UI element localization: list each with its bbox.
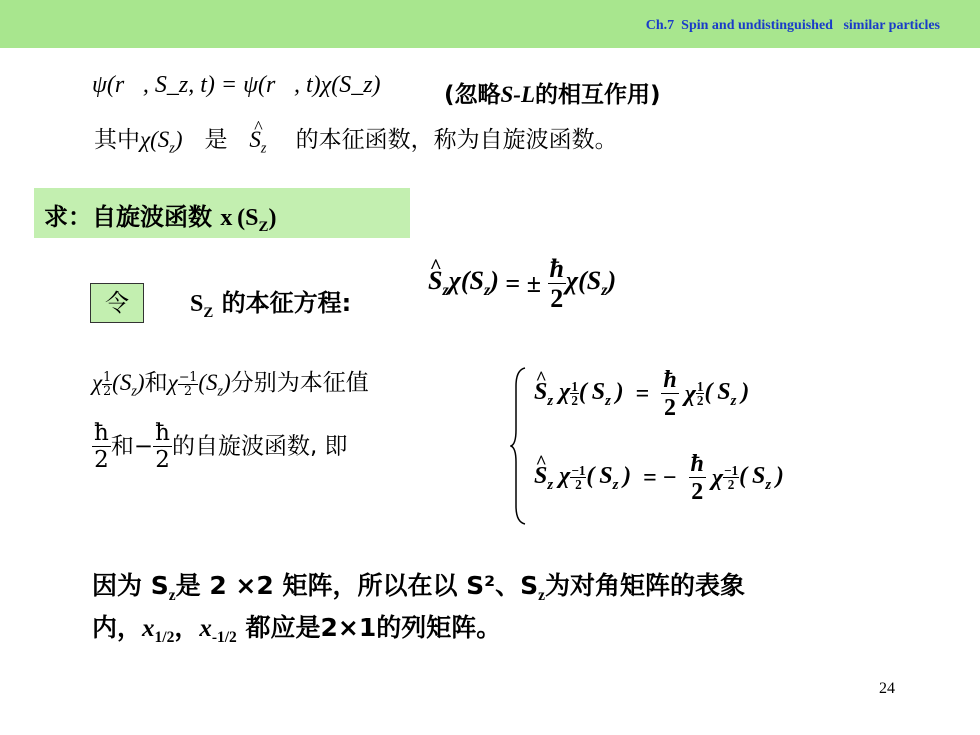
concl-d: 内， (92, 613, 143, 642)
sz-operator-symbol: ^ $S_z$ (249, 127, 266, 158)
chi-sz-symbol: $\chi(S_z)$ (140, 127, 183, 157)
wavefunction-equation (92, 70, 381, 99)
seek-label: 求：自旋波函数 (44, 203, 212, 231)
seek-heading: 求：自旋波函数 x $(S_Z)$ (44, 203, 277, 235)
let-box: 令 (90, 283, 144, 323)
concl-s2: -1/2 (211, 629, 237, 646)
concl-x1: x (142, 615, 155, 642)
note-close: 的相互作用) (535, 82, 661, 108)
system-equation-2: ^ $S_z$ χ $\frac{-1}{2}$ ( $S_z$ ) = − $\frac{ħ}{2}$ χ $\frac{-1}{2}$ ( $S_z$ ) (534, 452, 784, 504)
def-prefix: 其中 (94, 127, 140, 153)
spin-function-definition (94, 121, 618, 158)
seek-chi: x (220, 205, 233, 231)
eigenvalue-description-line1: χ $\frac{1}{2}$ $(S_z)$和χ $\frac{-1}{2}$ $(S_z)$分别为本征值 (92, 369, 369, 400)
system-brace (510, 366, 530, 526)
eigen-rhs-sign: = ± (505, 269, 542, 298)
psi-separation-formula: ψ(r⃗, S_z, t) = ψ(r⃗, t)χ(S_z) (92, 72, 381, 98)
eigen-label-text: 的本征方程: (213, 289, 352, 317)
note-open: (忽略 (444, 82, 501, 108)
sl-neglect-note (444, 76, 661, 109)
note-sl: S-L (500, 82, 536, 107)
def-mid: 是 (204, 127, 228, 153)
def-suffix: 的本征函数，称为自旋波函数。 (295, 127, 618, 153)
desc1-tail: 分别为本征值 (230, 370, 369, 396)
concl-x2: x (199, 615, 212, 642)
chapter-title: Ch.7 Spin and undistinguished similar particles (645, 18, 940, 33)
concl-e: 都应是2×1的列矩阵。 (236, 613, 502, 642)
conclusion-line-2 (92, 608, 501, 647)
concl-b: 是 2 ×2 矩阵，所以在以 S²、S (175, 571, 539, 600)
eq1-sign: = (635, 381, 650, 407)
concl-c: 为对角矩阵的表象 (545, 571, 746, 600)
eq2-sign: = − (643, 465, 677, 491)
eigen-s-sub: Z (203, 304, 214, 321)
page-number: 24 (879, 680, 895, 697)
eigenvalue-description-line2: $\frac{ħ}{2}$ 和− $\frac{ħ}{2}$ 的自旋波函数, 即 (94, 420, 348, 473)
desc2-and: 和 (110, 433, 134, 460)
system-equation-1: ^ $S_z$ χ $\frac{1}{2}$ ( $S_z$ ) = $\frac{ħ}{2}$ χ $\frac{1}{2}$ ( $S_z$ ) (534, 368, 749, 420)
eigen-equation: ^ $S_z\chi(S_z)$ = ± $\frac{ħ}{2}$ $\chi(S_z)$ (428, 256, 616, 312)
conclusion-line-1: 因为 $S_z$是 2 ×2 矩阵，所以在以 S²、$S_z$为对角矩阵的表象 (92, 571, 746, 604)
concl-s1: 1/2 (154, 629, 175, 646)
eigen-equation-label (190, 283, 351, 322)
desc2-tail: 的自旋波函数, 即 (171, 433, 348, 460)
concl-comma: ， (174, 613, 200, 642)
desc1-and: 和 (144, 370, 168, 396)
concl-a: 因为 S (92, 571, 169, 600)
eigen-s: S (190, 291, 204, 317)
